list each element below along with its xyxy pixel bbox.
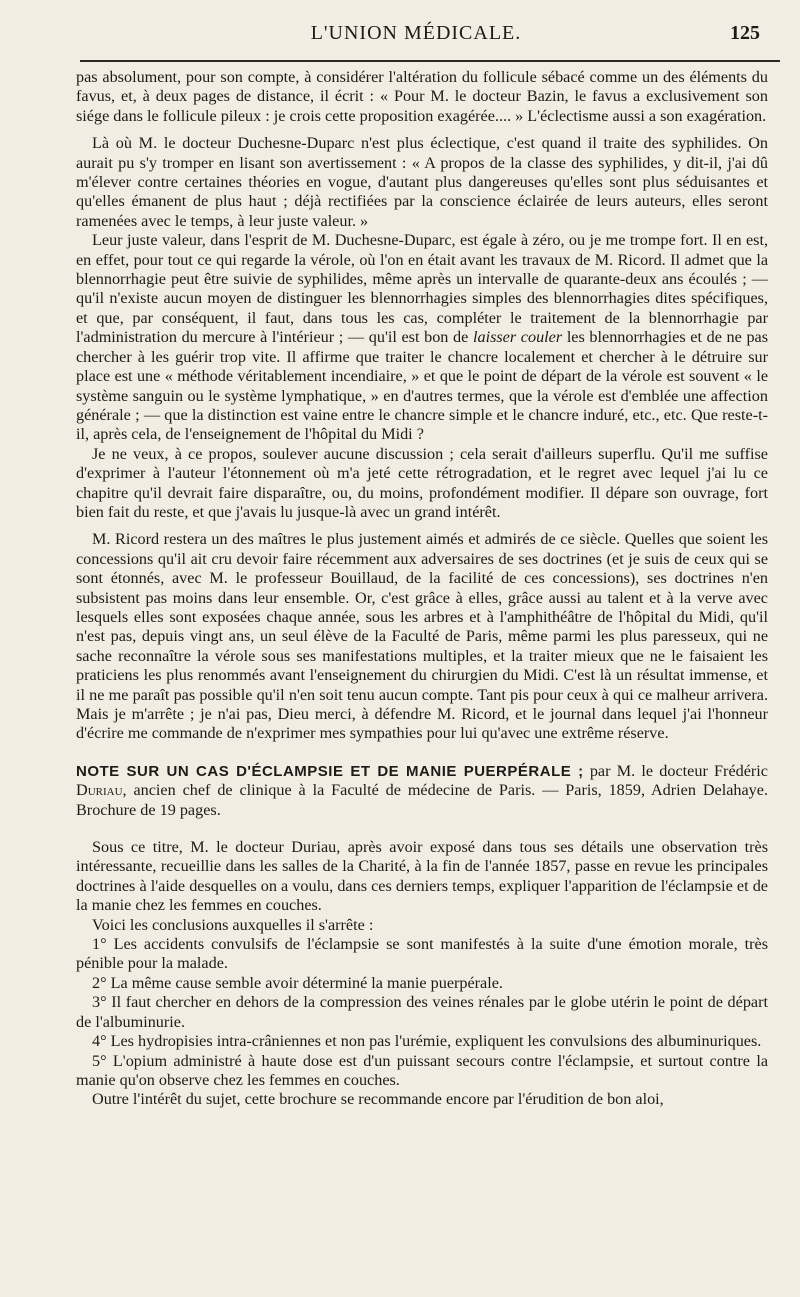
review-closing: Outre l'intérêt du sujet, cette brochure se recommande encore par l'érudition de bon aloi, — [92, 1090, 664, 1109]
conclusions-lead: Voici les conclusions auxquelles il s'arrête : — [92, 915, 374, 934]
note-pre-author: par M. le docteur Frédéric — [589, 761, 768, 780]
paragraph-3-part-b: les blennorrhagies et de ne pas chercher à les guérir trop vite. Il affirme que traiter le chancre localement et chercher à le détruire sur place est une « méthode véritablement incendiaire, » et que le point de départ de la vérole est souvent « le système sanguin ou le système lymphatique, » en d'autres termes, que la vérole est d'emblée une affection générale ; — que la distinction est vaine entre le chancre simple et le chancre induré, etc., etc. Que reste-t-il, après cela, de l'enseignement de l'hôpital du Midi ? — [76, 328, 769, 444]
paragraph-3 — [76, 231, 768, 444]
note-heading — [76, 762, 768, 820]
note-author: Duriau — [76, 781, 123, 800]
conclusion-item: 5° L'opium administré à haute dose est d'un puissant secours contre l'éclampsie, et surtout contre la manie qu'on observe chez les femmes en couches. — [76, 1051, 768, 1089]
header-rule — [80, 60, 780, 62]
conclusion-item: 3° Il faut chercher en dehors de la compression des veines rénales par le globe utérin le point de départ de l'albuminurie. — [76, 993, 768, 1031]
paragraph-3-part-a: Leur juste valeur, dans l'esprit de M. Duchesne-Duparc, est égale à zéro, ou je me trompe fort. Il en est, en effet, pour tout ce qui regarde la vérole, où l'on en était avant les travaux de M. Ricord. Il admet que la blennorrhagie peut être suivie de syphilides, même après un intervalle de quarante-deux ans écoulés ; — qu'il n'existe aucun moyen de distinguer les blennorrhagies simples des blennorrhagies dites spécifiques, et que, par conséquent, il faut, dans tous les cas, compléter le traitement de la blennorrhagie par l'administration du mercure à l'intérieur ; — qu'il est bon de — [76, 231, 768, 347]
paragraph-5: M. Ricord restera un des maîtres le plus justement aimés et admirés de ce siècle. Quelles que soient les concessions qu'il ait cru devoir faire récemment aux adversaires de ses doctrines (et je suis de ceux qui se sont étonnés, avec M. le professeur Bouillaud, de la facilité de ces concessions), ses doctrines n'en subsistent pas moins dans leur ensemble. Or, c'est grâce à elles, grâce aussi au talent et à la verve avec lesquels elles sont exposées chaque année, sous les arbres et à l'amphithéâtre de l'hôpital du Midi, qu'il n'est pas, depuis vingt ans, un seul élève de la Faculté de Paris, même parmi les plus paresseux, qui ne sache reconnaître la vérole sous ses manifestations multiples, et la traiter mieux que ne le faisaient les praticiens les plus renommés avant l'enseignement du chirurgien du Midi. C'est là un résultat immense, et il ne me paraît pas possible qu'il n'en soit tenu aucun compte. Tant pis pour ceux à qui ce malheur arrivera. Mais je m'arrête ; je n'ai pas, Dieu merci, à défendre M. Ricord, et le journal dans lequel j'ai l'honneur d'écrire me commande de n'exprimer mes sympathies pour lui qu'avec une extrême réserve. — [76, 530, 768, 743]
paragraph-2: Là où M. le docteur Duchesne-Duparc n'est plus éclectique, c'est quand il traite des syphilides. On aurait pu s'y tromper en lisant son avertissement : « A propos de la classe des syphilides, y dit-il, j'ai dû m'élever contre certaines théories en vogue, d'autant plus dangereuses qu'elles sont plus séduisantes et qu'elles émanent de plus haut ; déjà rectifiées par la conscience éclairée de leurs auteurs, elles seront ramenées avec le temps, à leur juste valeur. » — [76, 134, 768, 230]
conclusion-item: 1° Les accidents convulsifs de l'éclampsie se sont manifestés à la suite d'une émotion morale, très pénible pour la malade. — [76, 935, 768, 973]
review-intro: Sous ce titre, M. le docteur Duriau, après avoir exposé dans tous ses détails une observation très intéressante, recueillie dans les salles de la Charité, à la fin de l'année 1857, passe en revue les principales doctrines à l'aide desquelles on a voulu, dans ces derniers temps, expliquer l'apparition de l'éclampsie et de la manie chez les femmes en couches. — [76, 838, 768, 915]
paragraph-4: Je ne veux, à ce propos, soulever aucune discussion ; cela serait d'ailleurs superflu. Qu'il me suffise d'exprimer à l'auteur l'étonnement où m'a jeté cette rétrogradation, et le regret avec lequel j'ai lu ce chapitre qu'il devrait faire disparaître, ou, du moins, profondément modifier. Il dépare son ouvrage, fort bien fait du reste, et que j'avais lu jusque-là avec un grand intérêt. — [76, 444, 768, 521]
running-title: L'UNION MÉDICALE. — [310, 22, 522, 44]
italic-phrase: laisser couler — [472, 328, 563, 347]
conclusion-item: 4° Les hydropisies intra-crâniennes et non pas l'urémie, expliquent les convulsions des albuminuriques. — [92, 1032, 762, 1051]
page-header — [72, 22, 760, 52]
note-title: NOTE SUR UN CAS D'ÉCLAMPSIE ET DE MANIE PUERPÉRALE ; — [76, 762, 584, 780]
page-number: 125 — [730, 22, 760, 44]
conclusion-item: 2° La même cause semble avoir déterminé la manie puerpérale. — [92, 973, 503, 992]
body-text — [76, 68, 768, 1110]
note-details: , ancien chef de clinique à la Faculté de médecine de Paris. — Paris, 1859, Adrien Delahaye. Brochure de 19 pages. — [76, 781, 768, 819]
paragraph-1: pas absolument, pour son compte, à considérer l'altération du follicule sébacé comme un des éléments du favus, et, à deux pages de distance, il écrit : « Pour M. le docteur Bazin, le favus a exclusivement son siége dans le follicule pileux : je crois cette proposition exagérée.... » L'éclectisme aussi a son exagération. — [76, 68, 768, 125]
